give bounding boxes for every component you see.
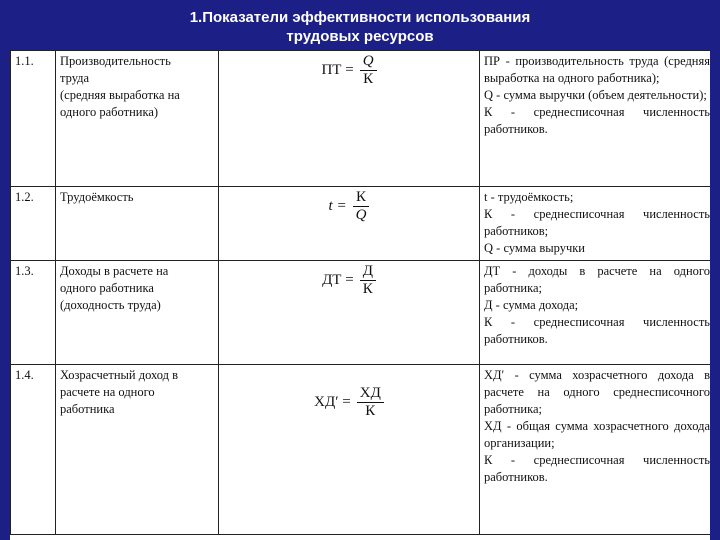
formula-numerator: ХД bbox=[359, 385, 381, 401]
description-line: ХД′ - сумма хозрасчетного дохода в расчете на одного среднесписочного работника; bbox=[484, 368, 710, 416]
table-row bbox=[11, 51, 711, 187]
formula-denominator: К bbox=[362, 281, 373, 297]
indicator-name-line: Производительность bbox=[60, 54, 171, 68]
indicator-name-line: Хозрасчетный доход в bbox=[60, 368, 179, 382]
indicator-name bbox=[56, 261, 219, 365]
description-line: t - трудоёмкость; bbox=[484, 190, 574, 204]
formula-numerator: Д bbox=[362, 263, 373, 279]
formula-numerator: К bbox=[356, 189, 367, 205]
slide-title-line-2: трудовых ресурсов bbox=[286, 28, 434, 45]
formula-denominator: К bbox=[365, 403, 376, 419]
row-number: 1.3. bbox=[11, 261, 56, 365]
description-line: К - среднесписочная численность работников. bbox=[484, 315, 710, 346]
formula bbox=[223, 263, 475, 298]
formula-fraction bbox=[360, 53, 377, 88]
formula-lhs: ДТ = bbox=[322, 272, 354, 288]
indicator-name-line: труда bbox=[60, 71, 90, 85]
table-row bbox=[11, 187, 711, 261]
description-line: К - среднесписочная численность работников. bbox=[484, 105, 710, 136]
description-line: Q - сумма выручки (объем деятельности); bbox=[484, 88, 707, 102]
indicator-name-line: (доходность труда) bbox=[60, 298, 161, 312]
description-line: Q - сумма выручки bbox=[484, 241, 586, 255]
formula-lhs: t = bbox=[328, 198, 347, 214]
row-number: 1.2. bbox=[11, 187, 56, 261]
formula-numerator: Q bbox=[362, 53, 374, 69]
variable-description bbox=[480, 187, 711, 261]
formula-denominator: К bbox=[363, 71, 374, 87]
indicator-name bbox=[56, 365, 219, 535]
slide-title-line-1: 1.Показатели эффективности использования bbox=[189, 9, 531, 26]
variable-description bbox=[480, 51, 711, 187]
formula-denominator: Q bbox=[355, 207, 367, 223]
indicator-table bbox=[10, 50, 710, 535]
formula bbox=[223, 385, 475, 420]
formula-cell bbox=[219, 261, 480, 365]
formula-fraction bbox=[353, 189, 370, 224]
table-row bbox=[11, 261, 711, 365]
formula-lhs: ХД′ = bbox=[314, 394, 351, 410]
indicator-name-line: Трудоёмкость bbox=[60, 190, 134, 204]
indicator-table-sheet bbox=[10, 50, 710, 540]
formula bbox=[223, 189, 475, 224]
indicator-name-line: расчете на одного bbox=[60, 385, 155, 399]
formula-fraction bbox=[357, 385, 384, 420]
indicator-name-line: одного работника) bbox=[60, 105, 159, 119]
table-row bbox=[11, 365, 711, 535]
formula-cell bbox=[219, 365, 480, 535]
description-line: Д - сумма дохода; bbox=[484, 298, 579, 312]
indicator-name-line: Доходы в расчете на bbox=[60, 264, 169, 278]
variable-description bbox=[480, 261, 711, 365]
slide-title bbox=[0, 8, 720, 46]
description-line: К - среднесписочная численность работников. bbox=[484, 453, 710, 484]
formula-cell bbox=[219, 51, 480, 187]
formula-cell bbox=[219, 187, 480, 261]
formula-fraction bbox=[360, 263, 376, 298]
description-line: ПР - производительность труда (средняя выработка на одного работника); bbox=[484, 54, 710, 85]
row-number: 1.1. bbox=[11, 51, 56, 187]
indicator-name-line: работника bbox=[60, 402, 115, 416]
row-number: 1.4. bbox=[11, 365, 56, 535]
indicator-name-line: одного работника bbox=[60, 281, 154, 295]
formula-lhs: ПТ = bbox=[321, 62, 354, 78]
indicator-name bbox=[56, 51, 219, 187]
description-line: К - среднесписочная численность работников; bbox=[484, 207, 710, 238]
description-line: ДТ - доходы в расчете на одного работника; bbox=[484, 264, 710, 295]
indicator-name-line: (средняя выработка на bbox=[60, 88, 180, 102]
variable-description bbox=[480, 365, 711, 535]
formula bbox=[223, 53, 475, 88]
indicator-name bbox=[56, 187, 219, 261]
description-line: ХД - общая сумма хозрасчетного дохода организации; bbox=[484, 419, 710, 450]
